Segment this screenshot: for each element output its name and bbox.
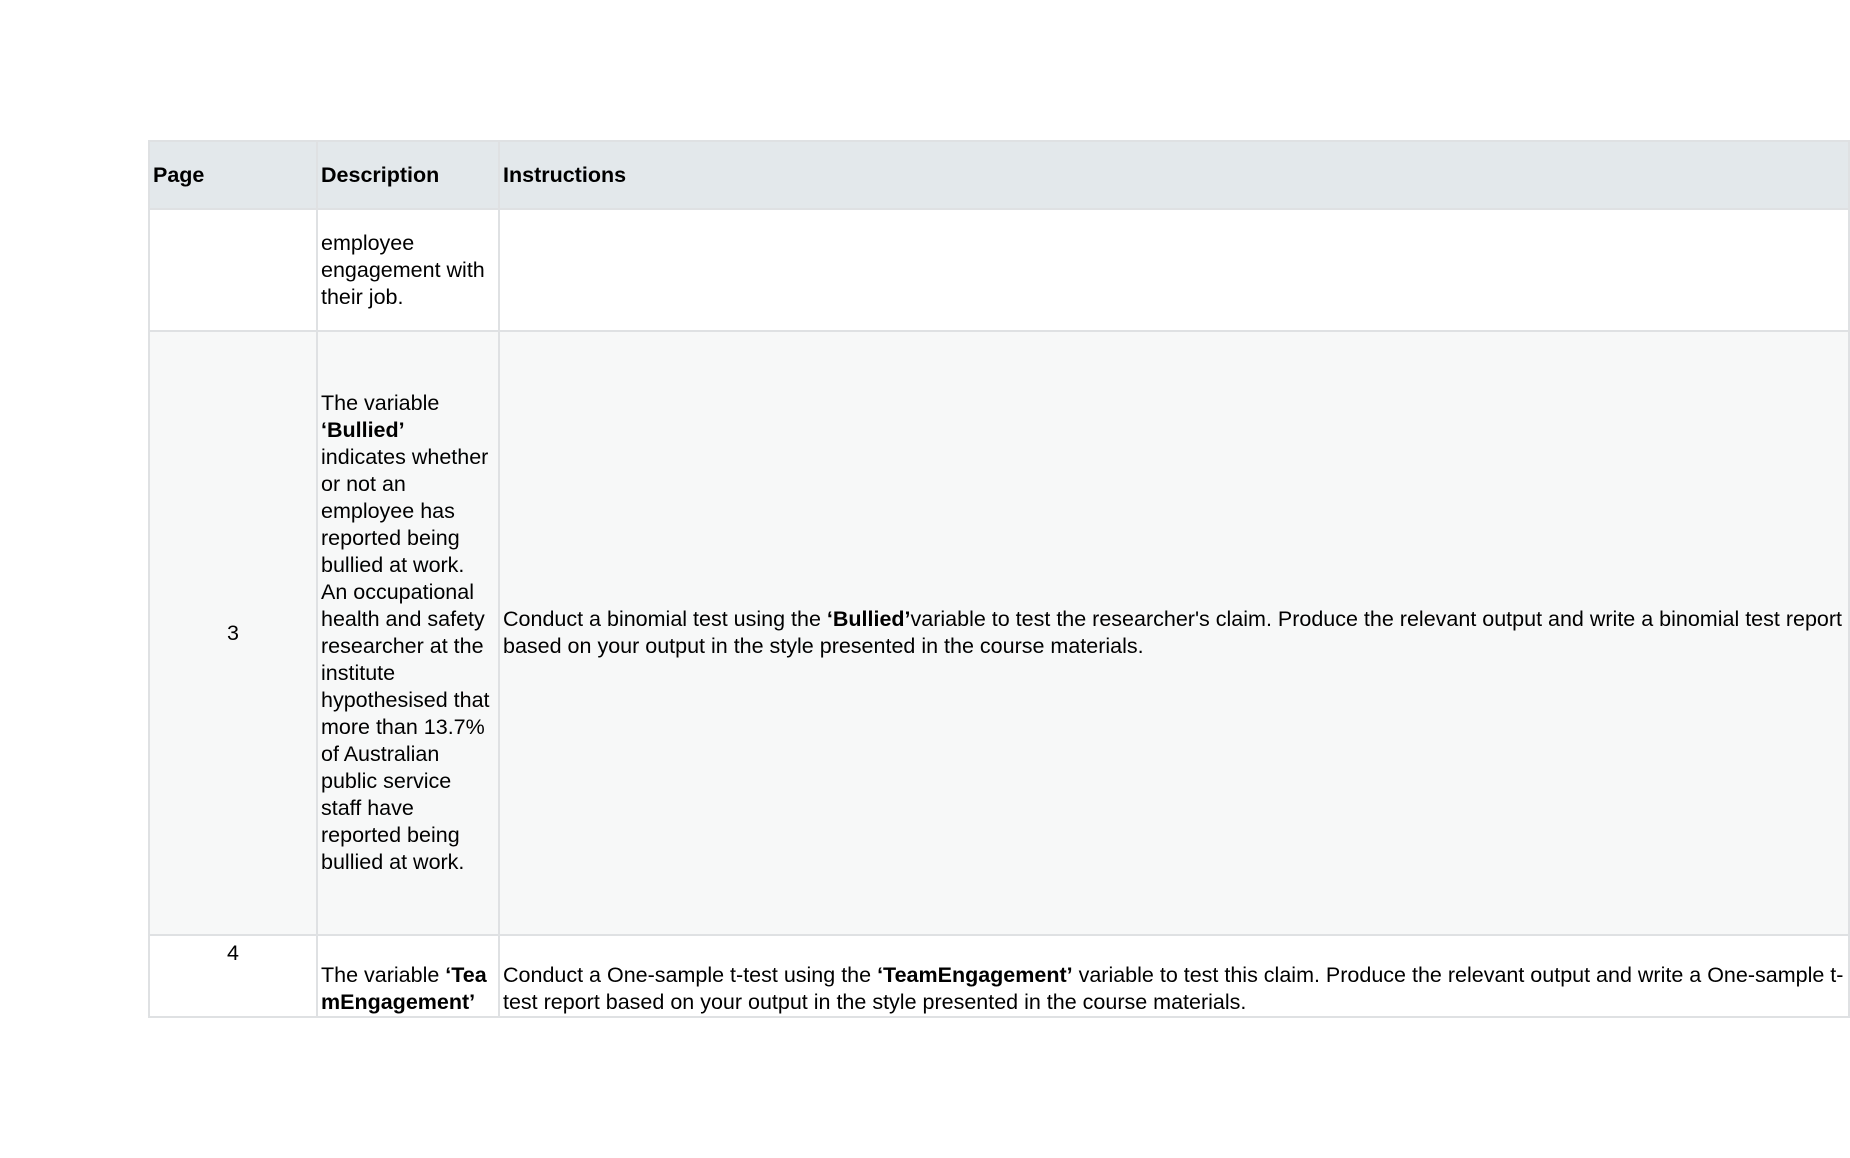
description-cell	[317, 331, 499, 935]
instructions-text-pre: Conduct a One-sample t-test using the	[503, 963, 878, 987]
instructions-cell	[499, 209, 1849, 331]
variable-name: ‘TeamEngagement’	[321, 963, 487, 1014]
table-row	[149, 935, 1849, 1017]
description-text-pre: The variable	[321, 391, 440, 415]
description-text	[321, 390, 495, 876]
instructions-cell	[499, 331, 1849, 935]
description-text	[321, 940, 495, 1016]
variable-name: ‘TeamEngagement’	[877, 963, 1073, 987]
variable-name: ‘Bullied’	[321, 418, 405, 442]
page-cell: 3	[149, 331, 317, 935]
table-row	[149, 209, 1849, 331]
header-page: Page	[149, 141, 317, 209]
table-viewport	[148, 140, 1844, 1018]
header-description: Description	[317, 141, 499, 209]
header-instructions: Instructions	[499, 141, 1849, 209]
instructions-table	[148, 140, 1850, 1018]
description-text-pre: The variable	[321, 963, 446, 987]
description-text-post: indicates whether or not an employee has reported being bullied at work. An occupational health and safety researcher at the institute hypothesised that more than 13.7% of Australian public service staff have reported being bullied at work.	[321, 445, 490, 874]
instructions-text	[503, 940, 1845, 1016]
variable-name: ‘Bullied’	[826, 607, 911, 631]
page-cell	[149, 209, 317, 331]
instructions-text-post: variable to test this claim. Produce the relevant output and write a One-sample t-test report based on your output in the style presented in the course materials.	[503, 963, 1844, 1014]
instructions-text	[503, 607, 1842, 658]
table-header-row	[149, 141, 1849, 209]
description-cell	[317, 935, 499, 1017]
page-cell: 4	[149, 935, 317, 1017]
instructions-text-pre: Conduct a binomial test using the	[503, 607, 827, 631]
instructions-text-post: variable to test the researcher's claim. Produce the relevant output and write a binomial test report based on your output in the style presented in the course materials.	[503, 607, 1842, 658]
table-row	[149, 331, 1849, 935]
description-cell	[317, 209, 499, 331]
instructions-cell	[499, 935, 1849, 1017]
description-text: employee engagement with their job.	[321, 230, 485, 309]
